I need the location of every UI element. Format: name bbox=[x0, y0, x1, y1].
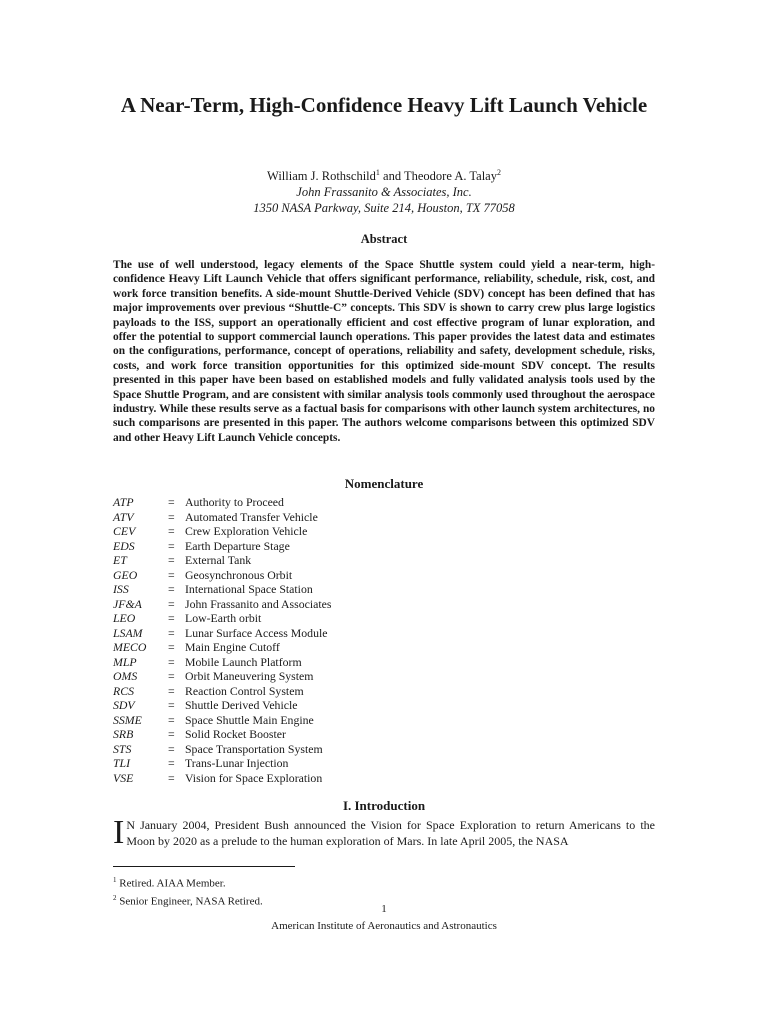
section-heading-introduction: I. Introduction bbox=[342, 798, 426, 813]
nomenclature-row bbox=[113, 495, 453, 510]
nomenclature-equals: = bbox=[168, 567, 175, 582]
nomenclature-equals: = bbox=[168, 509, 175, 524]
abstract-text: The use of well understood, legacy elements of the Space Shuttle system could yield a near-term, high-confidence Heavy Lift Launch Vehicle that offers significant performance, reliability, schedule, risk, cost, and work force transition benefits. A side-mount Shuttle-Derived Vehicle (SDV) concept has been defined that has major improvements over previous “Shuttle-C” concepts. This SDV is shown to carry crew plus large logistics payloads to the ISS, support an operationally efficient and cost effective program of lunar exploration, and offer the potential to support commercial launch operations. This paper provides the latest data and estimates on the configurations, performance, concept of operations, reliability and safety, development schedule, risks, costs, and work force transition opportunities for this optimized side-mount SDV concept. The results presented in this paper have been based on established models and fully validated analysis tools used by the Space Shuttle Program, and are consistent with similar analysis tools commonly used throughout the aerospace industry. While these results serve as a factual basis for comparisons with other launch system architectures, no such comparisons are presented in this paper. The authors welcome comparisons between this optimized SDV and other Heavy Lift Launch Vehicle concepts. bbox=[113, 259, 655, 444]
nomenclature-row bbox=[113, 597, 453, 612]
nomenclature-definition: Vision for Space Exploration bbox=[185, 770, 323, 785]
nomenclature-equals: = bbox=[168, 756, 175, 770]
nomenclature-list bbox=[113, 495, 453, 785]
nomenclature-row bbox=[113, 713, 453, 728]
nomenclature-equals: = bbox=[168, 712, 175, 727]
nomenclature-abbreviation: LSAM bbox=[113, 625, 143, 640]
nomenclature-row bbox=[113, 742, 453, 757]
nomenclature-row bbox=[113, 568, 453, 583]
nomenclature-equals: = bbox=[168, 669, 175, 683]
nomenclature-abbreviation: ISS bbox=[113, 582, 129, 596]
nomenclature-abbreviation: VSE bbox=[113, 770, 134, 785]
nomenclature-definition: Low-Earth orbit bbox=[185, 611, 262, 625]
footnote-divider bbox=[113, 866, 295, 867]
nomenclature-abbreviation: EDS bbox=[113, 538, 135, 553]
nomenclature-equals: = bbox=[168, 727, 175, 741]
nomenclature-definition: Lunar Surface Access Module bbox=[185, 625, 328, 640]
nomenclature-row bbox=[113, 510, 453, 525]
nomenclature-abbreviation: JF&A bbox=[113, 596, 142, 611]
nomenclature-abbreviation: GEO bbox=[113, 567, 138, 582]
nomenclature-definition: External Tank bbox=[185, 553, 252, 567]
nomenclature-definition: International Space Station bbox=[185, 582, 313, 596]
footnote-mark: 1 bbox=[113, 876, 117, 884]
nomenclature-definition: John Frassanito and Associates bbox=[185, 596, 332, 611]
author-line bbox=[100, 168, 668, 184]
nomenclature-equals: = bbox=[168, 698, 175, 712]
nomenclature-equals: = bbox=[168, 553, 175, 567]
nomenclature-definition: Trans-Lunar Injection bbox=[185, 756, 289, 770]
nomenclature-definition: Space Shuttle Main Engine bbox=[185, 712, 314, 727]
nomenclature-equals: = bbox=[168, 625, 175, 640]
footnote-text: Senior Engineer, NASA Retired. bbox=[119, 895, 263, 908]
nomenclature-definition: Orbit Maneuvering System bbox=[185, 669, 314, 683]
nomenclature-equals: = bbox=[168, 582, 175, 596]
nomenclature-equals: = bbox=[168, 741, 175, 756]
nomenclature-abbreviation: ATV bbox=[113, 509, 134, 524]
nomenclature-abbreviation: SDV bbox=[113, 698, 135, 712]
nomenclature-definition: Reaction Control System bbox=[185, 683, 304, 698]
abstract-heading: Abstract bbox=[360, 232, 408, 246]
nomenclature-equals: = bbox=[168, 596, 175, 611]
nomenclature-row bbox=[113, 582, 453, 597]
nomenclature-definition: Space Transportation System bbox=[185, 741, 323, 756]
author-block bbox=[100, 168, 668, 216]
nomenclature-row bbox=[113, 539, 453, 554]
nomenclature-equals: = bbox=[168, 770, 175, 785]
page-number: 1 bbox=[381, 903, 387, 915]
nomenclature-abbreviation: LEO bbox=[113, 611, 136, 625]
nomenclature-definition: Authority to Proceed bbox=[185, 495, 284, 509]
nomenclature-row bbox=[113, 655, 453, 670]
footnote-text: Retired. AIAA Member. bbox=[119, 877, 226, 890]
nomenclature-row bbox=[113, 771, 453, 786]
nomenclature-equals: = bbox=[168, 524, 175, 538]
nomenclature-row bbox=[113, 553, 453, 568]
nomenclature-definition: Shuttle Derived Vehicle bbox=[185, 698, 298, 712]
address: 1350 NASA Parkway, Suite 214, Houston, TX 77058 bbox=[253, 201, 515, 215]
author-2-footnote-mark: 2 bbox=[496, 167, 501, 177]
nomenclature-row bbox=[113, 684, 453, 699]
nomenclature-abbreviation: STS bbox=[113, 741, 132, 756]
nomenclature-equals: = bbox=[168, 683, 175, 698]
author-conjunction: and bbox=[383, 169, 402, 183]
author-2: Theodore A. Talay bbox=[404, 169, 497, 183]
nomenclature-equals: = bbox=[168, 611, 175, 625]
introduction-paragraph bbox=[113, 814, 655, 851]
nomenclature-equals: = bbox=[168, 495, 175, 509]
introduction-text: N January 2004, President Bush announced the Vision for Space Exploration to return Americans to the Moon by 2020 as a prelude to the human exploration of Mars. In late April 2005, the NASA bbox=[126, 818, 655, 848]
nomenclature-abbreviation: CEV bbox=[113, 524, 136, 538]
author-1-footnote-mark: 1 bbox=[375, 167, 380, 177]
nomenclature-row bbox=[113, 727, 453, 742]
nomenclature-definition: Solid Rocket Booster bbox=[185, 727, 286, 741]
nomenclature-row bbox=[113, 756, 453, 771]
nomenclature-definition: Main Engine Cutoff bbox=[185, 640, 280, 654]
nomenclature-row bbox=[113, 524, 453, 539]
nomenclature-abbreviation: OMS bbox=[113, 669, 138, 683]
nomenclature-abbreviation: ET bbox=[113, 553, 127, 567]
nomenclature-abbreviation: RCS bbox=[113, 683, 134, 698]
nomenclature-abbreviation: TLI bbox=[113, 756, 131, 770]
nomenclature-definition: Geosynchronous Orbit bbox=[185, 567, 293, 582]
author-1: William J. Rothschild bbox=[267, 169, 376, 183]
nomenclature-abbreviation: SRB bbox=[113, 727, 134, 741]
nomenclature-definition: Mobile Launch Platform bbox=[185, 654, 302, 669]
nomenclature-abbreviation: SSME bbox=[113, 712, 142, 727]
nomenclature-row bbox=[113, 626, 453, 641]
page-footer: American Institute of Aeronautics and Astronautics bbox=[271, 920, 497, 932]
nomenclature-row bbox=[113, 698, 453, 713]
nomenclature-definition: Crew Exploration Vehicle bbox=[185, 524, 308, 538]
nomenclature-heading: Nomenclature bbox=[344, 476, 424, 491]
paper-title: A Near-Term, High-Confidence Heavy Lift Launch Vehicle bbox=[120, 93, 648, 117]
nomenclature-row bbox=[113, 611, 453, 626]
nomenclature-row bbox=[113, 640, 453, 655]
nomenclature-equals: = bbox=[168, 654, 175, 669]
nomenclature-abbreviation: MECO bbox=[113, 640, 147, 654]
nomenclature-abbreviation: MLP bbox=[113, 654, 137, 669]
nomenclature-equals: = bbox=[168, 640, 175, 654]
nomenclature-definition: Earth Departure Stage bbox=[185, 538, 290, 553]
footnote-1 bbox=[113, 873, 263, 891]
footnote-mark: 2 bbox=[113, 893, 117, 902]
nomenclature-equals: = bbox=[168, 538, 175, 553]
nomenclature-row bbox=[113, 669, 453, 684]
nomenclature-definition: Automated Transfer Vehicle bbox=[185, 509, 318, 524]
nomenclature-abbreviation: ATP bbox=[113, 495, 134, 509]
drop-cap: I bbox=[113, 814, 125, 851]
affiliation: John Frassanito & Associates, Inc. bbox=[296, 185, 472, 199]
